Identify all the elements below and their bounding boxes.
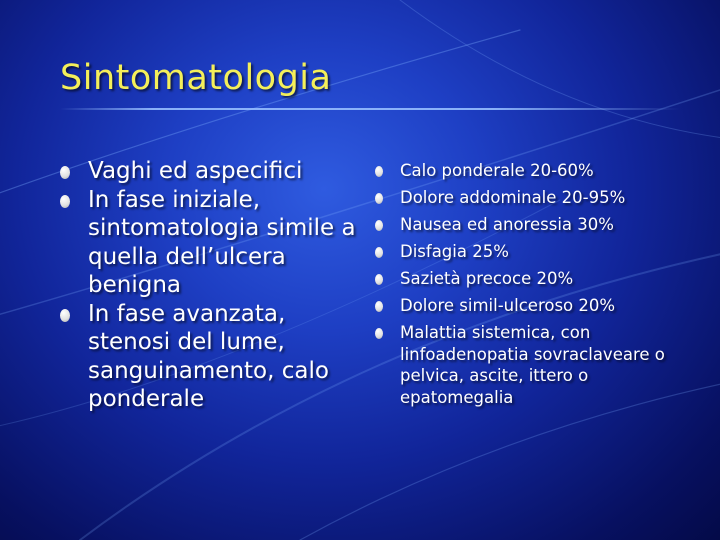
list-item [60,186,360,300]
list-item-text: Sazietà precoce 20% [400,269,574,288]
sphere-bullet-icon [375,220,383,231]
list-item-text: Nausea ed anoressia 30% [400,215,614,234]
list-item-text: Calo ponderale 20-60% [400,161,594,180]
sphere-bullet-icon [375,328,383,339]
list-item [60,300,360,414]
list-item-text: In fase avanzata, stenosi del lume, sanguinamento, calo ponderale [88,300,329,412]
sphere-bullet-icon [375,247,383,258]
list-item-text: Disfagia 25% [400,242,509,261]
sphere-bullet-icon [60,166,70,179]
right-bullet-list [374,160,674,414]
list-item-text: Dolore addominale 20-95% [400,188,626,207]
sphere-bullet-icon [60,195,70,208]
list-item-text: Dolore simil-ulceroso 20% [400,296,616,315]
list-item-text: In fase iniziale, sintomatologia simile a quella dell’ulcera benigna [88,186,356,298]
left-bullet-list [60,157,360,414]
list-item [374,160,674,182]
list-item [60,157,360,186]
list-item [374,322,674,408]
list-item [374,295,674,317]
list-item-text: Malattia sistemica, con linfoadenopatia sovraclaveare o pelvica, ascite, ittero o epatomegalia [400,323,665,407]
sphere-bullet-icon [375,274,383,285]
list-item-text: Vaghi ed aspecifici [88,158,303,184]
slide-title: Sintomatologia [60,58,332,98]
sphere-bullet-icon [375,301,383,312]
list-item [374,241,674,263]
title-divider [60,108,680,110]
sphere-bullet-icon [375,166,383,177]
list-item [374,187,674,209]
list-item [374,214,674,236]
sphere-bullet-icon [60,309,70,322]
sphere-bullet-icon [375,193,383,204]
list-item [374,268,674,290]
